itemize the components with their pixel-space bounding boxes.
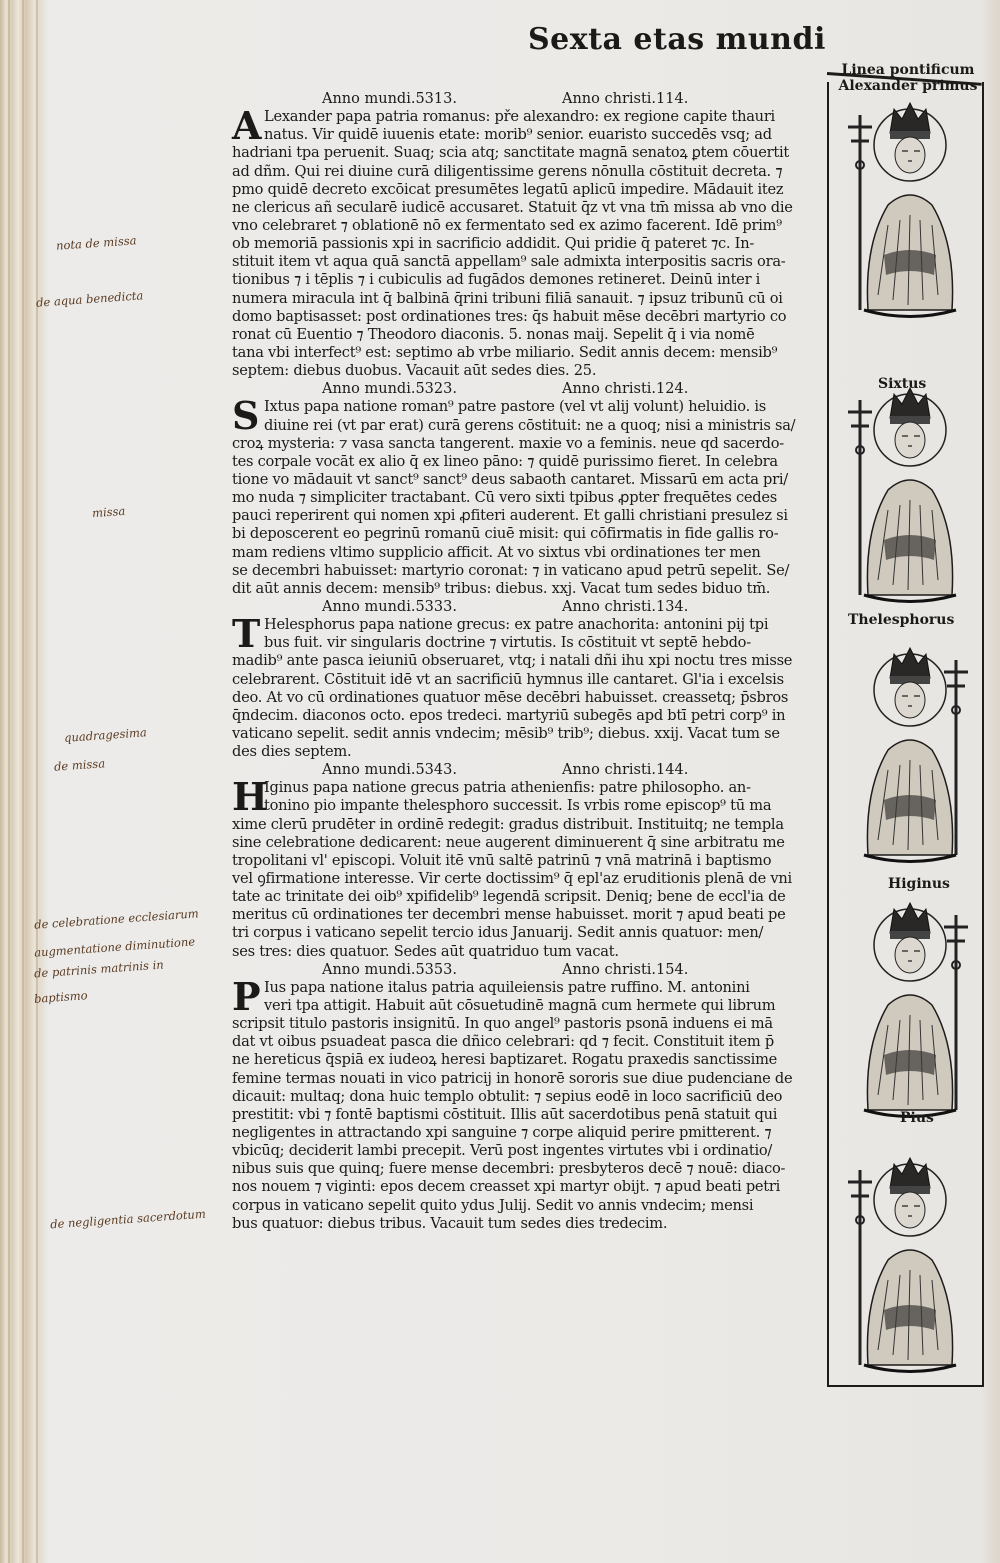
text-line: Iginus papa natione grecus patria athenienfis: patre philosopho. an- [264, 779, 751, 797]
text-line: croꝝ mysteria: ⁊ vasa sancta tangerent. maxie vo a feminis. neue qd sacerdo- [232, 434, 784, 452]
pope-portrait-thelesphorus [838, 640, 974, 870]
lineage-title [838, 62, 978, 94]
text-line: deo. At vo cū ordinationes quatuor mēse decēbri habuisset. creassetq; p̄sbros [232, 688, 789, 706]
year-heading [232, 380, 826, 398]
text-line: femine termas nouati in vico patricij in honorē sororis sue diue pudenciane de [232, 1069, 793, 1087]
text-line: tropolitani vl' episcopi. Voluit itē vnū saltē patrinū ⁊ vnā matrinā i baptismo [232, 851, 772, 869]
binding-edge [22, 0, 24, 1563]
anno-mundi: Anno mundi.5343. [322, 762, 457, 779]
anno-mundi: Anno mundi.5313. [322, 91, 457, 107]
text-line: xime clerū prudēter in ordinē redegit: gradus distribuit. Instituitq; ne templa [232, 815, 784, 833]
text-line: sine celebratione dedicarent: neue augerent diminuerent q̄ sine arbitratu me [232, 833, 785, 851]
text-line: stituit item vt aqua quā sanctā appellam⁹ sale admixta interpositis sacris ora- [232, 253, 786, 271]
text-line: hadriani tpa peruenit. Suaq; scia atq; sanctitate magnā senatoꝝ ꝑtem cōuertit [232, 144, 790, 162]
text-line: tonino pio impante thelesphoro successit. Is vrbis rome episcop⁹ tū ma [264, 797, 772, 815]
text-line: dat vt oibus psuadeat pasca die dñico celebrari: qd ⁊ fecit. Constituit item p̄ [232, 1033, 774, 1051]
text-line: bus fuit. vir singularis doctrine ⁊ virtutis. Is cōstituit vt septē hebdo- [264, 634, 751, 652]
handwritten-note: nota de missa [55, 233, 137, 253]
text-line: nos nouem ⁊ viginti: epos decem creasset xpi martyr obijt. ⁊ apud beati petri [232, 1178, 781, 1196]
pope-name-label: Sixtus [878, 376, 927, 392]
pope-portrait-pius [838, 1150, 974, 1380]
handwritten-note: augmentatione diminutione [33, 934, 196, 960]
year-heading [232, 90, 826, 108]
running-head: Sexta etas mundi [528, 22, 826, 57]
pope-woodcut-icon [838, 640, 974, 870]
text-line: meritus cū ordinationes ter decembri mense habuisset. morit ⁊ apud beati pe [232, 906, 786, 924]
text-line: ses tres: dies quatuor. Sedes aūt quatriduo tum vacat. [232, 942, 619, 960]
anno-christi: Anno christi.134. [562, 598, 689, 615]
text-line: Ius papa natione italus patria aquileiensis patre ruffino. M. antonini [264, 978, 750, 996]
text-line: natus. Vir quidē iuuenis etate: morib⁹ senior. euaristo succedēs vsq; ad [264, 126, 772, 144]
handwritten-note: baptismo [33, 988, 89, 1006]
handwritten-note: de missa [53, 756, 106, 774]
main-text-column [232, 90, 826, 1233]
year-heading [232, 598, 826, 616]
pope-entry-alexander [232, 103, 826, 380]
text-line: septem: diebus duobus. Vacauit aūt sedes dies. 25. [232, 362, 597, 380]
pope-name-label: Higinus [888, 876, 950, 892]
pope-woodcut-icon [838, 380, 974, 610]
handwritten-note: de aqua benedicta [35, 288, 144, 310]
pope-name-label: Pius [900, 1110, 934, 1126]
drop-cap: A [232, 103, 262, 149]
pope-portrait-higinus [838, 895, 974, 1125]
text-line: diuine rei (vt par erat) curā gerens cōstituit: ne a quoq; nisi a ministris sa/ [264, 416, 796, 434]
handwritten-note: de celebratione ecclesiarum [33, 906, 200, 932]
year-heading [232, 761, 826, 779]
anno-christi: Anno christi.124. [562, 381, 689, 398]
handwritten-note: quadragesima [63, 725, 148, 745]
drop-cap: T [232, 611, 261, 657]
text-line: q̄ndecim. diaconos octo. epos tredeci. martyriū subegēs apd btī petri corp⁹ in [232, 706, 786, 724]
text-line: prestitit: vbi ⁊ fontē baptismi cōstituit. Illis aūt sacerdotibus penā statuit qui [232, 1105, 778, 1123]
drop-cap: S [232, 393, 260, 439]
text-line: Helesphorus papa natione grecus: ex patre anachorita: antonini pij tpi [264, 616, 769, 634]
pope-portrait-alexander [838, 95, 974, 325]
text-line: veri tpa attigit. Habuit aūt cōsuetudinē magnā cum hermete qui librum [264, 997, 776, 1015]
binding-edge [8, 0, 10, 1563]
lineage-title-line2: Alexander primus [838, 78, 978, 94]
text-line: corpus in vaticano sepelit quito ydus Julij. Sedit vo annis vndecim; mensi [232, 1196, 754, 1214]
text-line: pauci reperirent qui nomen xpi ꝓfiteri auderent. Et galli christiani presulez si [232, 507, 788, 525]
text-line: vaticano sepelit. sedit annis vndecim; mēsib⁹ trib⁹; diebus. xxij. Vacat tum se [232, 724, 780, 742]
text-line: ne hereticus q̄spiā ex iudeoꝝ heresi baptizaret. Rogatu praxedis sanctissime [232, 1051, 778, 1069]
text-line: vbicūq; deciderit lambi precepit. Verū post ingentes virtutes vbi i ordinatio/ [232, 1142, 773, 1160]
pope-woodcut-icon [838, 895, 974, 1125]
text-line: vel ꝯfirmatione interesse. Vir certe doctissim⁹ q̄ epl'az eruditionis plenā de vni [232, 870, 792, 888]
text-line: dicauit: multaq; dona huic templo obtulit: ⁊ sepius eodē in loco sacrificiū deo [232, 1087, 783, 1105]
text-line: domo baptisasset: post ordinationes tres: q̄s habuit mēse decēbri martyrio co [232, 307, 787, 325]
text-line: mam rediens vltimo supplicio afficit. At vo sixtus vbi ordinationes ter men [232, 543, 761, 561]
text-line: negligentes in attractando xpi sanguine ⁊ corpe aliquid perire pmitterent. ⁊ [232, 1124, 772, 1142]
text-line: se decembri habuisset: martyrio coronat: ⁊ in vaticano apud petrū sepelit. Se/ [232, 561, 790, 579]
text-line: ne clericus añ secularē iudicē accusaret. Statuit q̄z vt vna tm̄ missa ab vno die [232, 198, 793, 216]
pope-entry-higinus [232, 774, 826, 960]
handwritten-note: de patrinis matrinis in [33, 957, 165, 981]
drop-cap: P [232, 973, 261, 1019]
text-line: des dies septem. [232, 743, 352, 761]
text-line: ob memoriā passionis xpi in sacrificio addidit. Qui pridie q̄ pateret ⁊c. In- [232, 235, 755, 253]
text-line: bi deposcerent eo pegrinū romanū ciuē misit: qui cōfirmatis in fide gallis ro- [232, 525, 779, 543]
text-line: ad dñm. Qui rei diuine curā diligentissime gerens nōnulla cōstituit decreta. ⁊ [232, 162, 783, 180]
text-line: tate ac trinitate dei oib⁹ xpifidelib⁹ legendā scripsit. Deniq; bene de eccl'ia de [232, 888, 786, 906]
handwritten-note: missa [91, 503, 126, 521]
year-heading [232, 961, 826, 979]
anno-mundi: Anno mundi.5323. [322, 381, 457, 398]
text-line: dit aūt annis decem: mensib⁹ tribus: diebus. xxj. Vacat tum sedes biduo tm̄. [232, 579, 771, 597]
text-line: tionibus ⁊ i tēplis ⁊ i cubiculis ad fugādos demones retineret. Deinū inter i [232, 271, 761, 289]
text-line: tana vbi interfect⁹ est: septimo ab vrbe miliario. Sedit annis decem: mensib⁹ [232, 343, 778, 361]
handwritten-note: de negligentia sacerdotum [49, 1206, 207, 1232]
text-line: numera miracula int̄ q̄ balbinā q̄rini tribuni filiā sanauit. ⁊ ipsuz tribunū cū oi [232, 289, 783, 307]
text-line: tes corpale vocāt ex alio q̄ ex lineo pāno: ⁊ quidē purissimo fieret. In celebra [232, 452, 778, 470]
pope-name-label: Thelesphorus [848, 612, 955, 628]
anno-christi: Anno christi.154. [562, 961, 689, 978]
drop-cap: H [232, 774, 268, 820]
anno-christi: Anno christi.114. [562, 91, 689, 107]
text-line: ronat cū Euentio ⁊ Theodoro diaconis. 5. nonas maij. Sepelit q̄ i via nomē [232, 325, 755, 343]
anno-mundi: Anno mundi.5333. [322, 598, 457, 615]
text-line: Lexander papa patria romanus: pře alexandro: ex regione capite thauri [264, 108, 775, 126]
pope-entry-sixtus [232, 393, 826, 598]
text-line: madib⁹ ante pasca ieiuniū obseruaret, vtq; i natali dñi ihu xpi noctu tres misse [232, 652, 793, 670]
pope-woodcut-icon [838, 1150, 974, 1380]
binding-edge [36, 0, 38, 1563]
lineage-title-line1: Linea pontificum [841, 62, 975, 78]
pope-woodcut-icon [838, 95, 974, 325]
pope-entry-thelesphorus [232, 611, 826, 761]
text-line: Ixtus papa natione roman⁹ patre pastore (vel vt alij volunt) heluidio. is [264, 398, 767, 416]
anno-mundi: Anno mundi.5353. [322, 961, 457, 978]
text-line: celebrarent. Cōstituit idē vt an sacrificiū hymnus ille cantaret. Gl'ia i excelsis [232, 670, 784, 688]
text-line: nibus suis que quinq; fuere mense decembri: presbyteros decē ⁊ nouē: diaco- [232, 1160, 786, 1178]
text-line: scripsit titulo pastoris insignitū. In quo angel⁹ pastoris psonā induens ei mā [232, 1015, 773, 1033]
text-line: pmo quidē decreto excōicat presumētes legatū aplicū impedire. Mādauit itez [232, 180, 784, 198]
text-line: vno celebraret ⁊ oblationē nō ex fermentato sed ex azimo facerent. Idē prim⁹ [232, 216, 782, 234]
text-line: tione vo mādauit vt sanct⁹ sanct⁹ deus sabaoth cantaret. Missarū em acta pri/ [232, 470, 788, 488]
pope-portrait-sixtus [838, 380, 974, 610]
pope-entry-pius [232, 973, 826, 1233]
text-line: bus quatuor: diebus tribus. Vacauit tum sedes dies tredecim. [232, 1214, 668, 1232]
text-line: tri corpus i vaticano sepelit tercio idus Januarij. Sedit annis quatuor: men/ [232, 924, 764, 942]
text-line: mo nuda ⁊ simpliciter tractabant. Cū vero sixti tpibus ꝓpter frequētes cedes [232, 489, 777, 507]
anno-christi: Anno christi.144. [562, 762, 689, 779]
